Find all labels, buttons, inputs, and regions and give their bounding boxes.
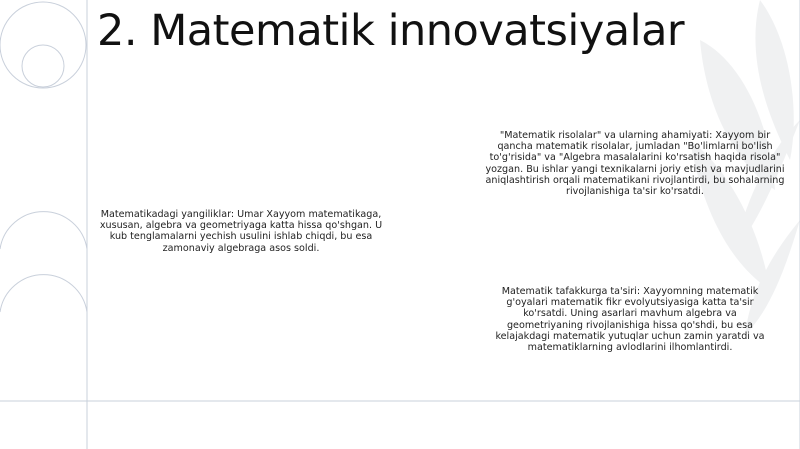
- text-block-influence: Matematik tafakkurga ta'siri: Xayyomning matematik g'oyalari matematik fikr evolyutsiyasiga katta ta'sir ko'rsatdi. Uning asarlari mavhum algebra va geometriyaning rivojlanishiga hissa qo'shdi, bu esa kelajakdagi matematik yutuqlar uchun zamin yaratdi va matematiklarning avlodlarini ilhomlantirdi.: [495, 286, 765, 354]
- text-block-treatises: "Matematik risolalar" va ularning ahamiyati: Xayyom bir qancha matematik risolalar, jumladan "Bo'limlarni bo'lish to'g'risida" va "Algebra masalalarini ko'rsatish haqida risola" yozgan. Bu ishlar yangi texnikalarni joriy etish va mavjudlarini aniqlashtirish orqali matematikani rivojlantirdi, bu sohalarning rivojlanishiga ta'sir ko'rsatdi.: [485, 130, 785, 198]
- arc-lower: [0, 275, 87, 312]
- arc-mid: [0, 212, 87, 249]
- circle-top-inner: [22, 45, 64, 87]
- page-title: 2. Matematik innovatsiyalar: [97, 6, 685, 56]
- text-block-innovations: Matematikadagi yangiliklar: Umar Xayyom matematikaga, xususan, algebra va geometriyaga katta hissa qo'shgan. U kub tenglamalarni yechish usulini ishlab chiqdi, bu esa zamonaviy algebraga asos soldi.: [99, 209, 383, 254]
